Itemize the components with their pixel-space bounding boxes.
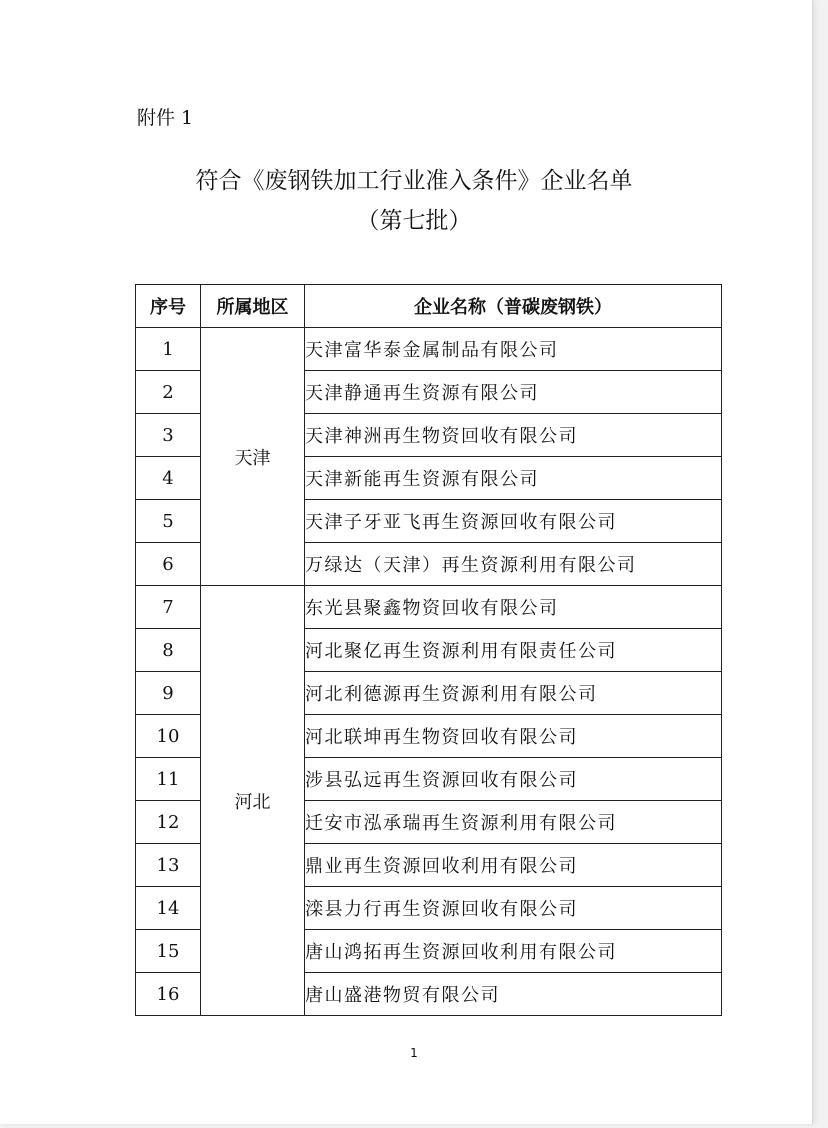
row-serial-number: 5	[136, 500, 201, 543]
row-enterprise-name: 唐山鸿拓再生资源回收利用有限公司	[305, 930, 722, 973]
row-enterprise-name: 涉县弘远再生资源回收有限公司	[305, 758, 722, 801]
row-serial-number: 4	[136, 457, 201, 500]
row-enterprise-name: 万绿达（天津）再生资源利用有限公司	[305, 543, 722, 586]
table-row	[136, 586, 722, 629]
row-enterprise-name: 河北联坤再生物资回收有限公司	[305, 715, 722, 758]
row-enterprise-name: 河北利德源再生资源利用有限公司	[305, 672, 722, 715]
row-serial-number: 9	[136, 672, 201, 715]
row-enterprise-name: 天津静通再生资源有限公司	[305, 371, 722, 414]
row-serial-number: 11	[136, 758, 201, 801]
row-enterprise-name: 天津新能再生资源有限公司	[305, 457, 722, 500]
row-serial-number: 13	[136, 844, 201, 887]
document-title: 符合《废钢铁加工行业准入条件》企业名单	[195, 168, 633, 194]
row-serial-number: 12	[136, 801, 201, 844]
row-enterprise-name: 鼎业再生资源回收利用有限公司	[305, 844, 722, 887]
header-enterprise-name: 企业名称（普碳废钢铁）	[305, 285, 722, 328]
row-serial-number: 16	[136, 973, 201, 1016]
attachment-label: 附件 1	[137, 107, 194, 129]
row-enterprise-name: 滦县力行再生资源回收有限公司	[305, 887, 722, 930]
region-cell-tianjin: 天津	[201, 328, 305, 586]
row-serial-number: 15	[136, 930, 201, 973]
document-subtitle: （第七批）	[356, 208, 472, 234]
page-number: 1	[410, 1046, 418, 1060]
header-serial-number: 序号	[136, 285, 201, 328]
row-serial-number: 3	[136, 414, 201, 457]
table-header-row	[136, 285, 722, 328]
table-row	[136, 328, 722, 371]
row-serial-number: 2	[136, 371, 201, 414]
row-enterprise-name: 东光县聚鑫物资回收有限公司	[305, 586, 722, 629]
row-enterprise-name: 河北聚亿再生资源利用有限责任公司	[305, 629, 722, 672]
row-serial-number: 1	[136, 328, 201, 371]
enterprise-table-body	[136, 328, 722, 1016]
row-serial-number: 10	[136, 715, 201, 758]
row-enterprise-name: 天津富华泰金属制品有限公司	[305, 328, 722, 371]
header-region: 所属地区	[201, 285, 305, 328]
row-serial-number: 6	[136, 543, 201, 586]
row-serial-number: 8	[136, 629, 201, 672]
row-enterprise-name: 天津神洲再生物资回收有限公司	[305, 414, 722, 457]
row-enterprise-name: 唐山盛港物贸有限公司	[305, 973, 722, 1016]
row-serial-number: 7	[136, 586, 201, 629]
row-enterprise-name: 天津子牙亚飞再生资源回收有限公司	[305, 500, 722, 543]
row-serial-number: 14	[136, 887, 201, 930]
row-enterprise-name: 迁安市泓承瑞再生资源利用有限公司	[305, 801, 722, 844]
enterprise-table	[135, 284, 722, 1016]
region-cell-hebei: 河北	[201, 586, 305, 1016]
